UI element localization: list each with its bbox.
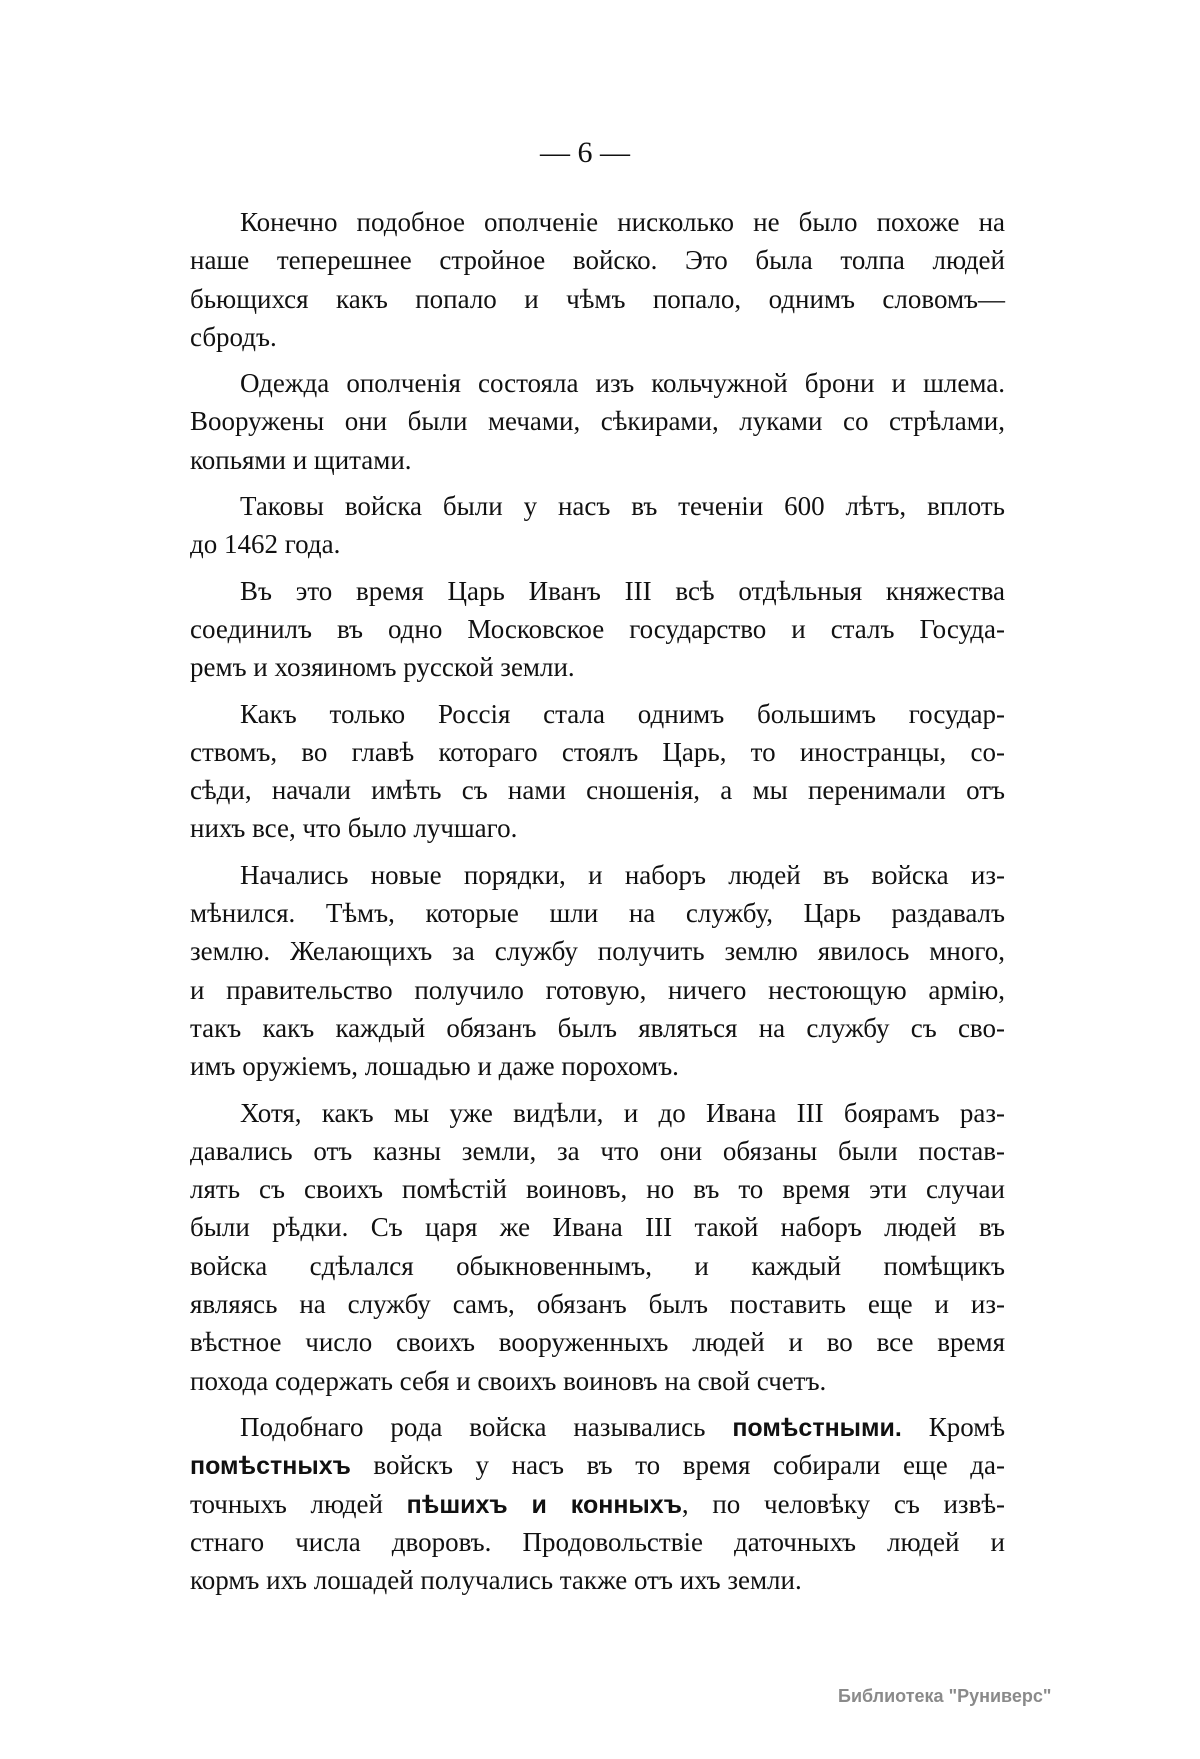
text-line xyxy=(190,1408,1005,1446)
text-line: Какъ только Россія стала однимъ большимъ государ- xyxy=(240,698,1005,729)
text-line xyxy=(190,1485,1005,1523)
text-line: Конечно подобное ополченіе нисколько не было похоже на xyxy=(240,207,1005,237)
page-number: — 6 — xyxy=(540,136,630,169)
text-line: войска сдѣлался обыкновеннымъ, и каждый помѣщикъ xyxy=(190,1250,1005,1281)
text-line: имъ оружіемъ, лошадью и даже порохомъ. xyxy=(190,1051,679,1082)
text-line: до 1462 года. xyxy=(190,529,341,560)
library-watermark: Библиотека "Руниверс" xyxy=(838,1686,1052,1706)
text-body xyxy=(190,203,1005,1599)
paragraph xyxy=(190,695,1005,848)
text-line: наше теперешнее стройное войско. Это была толпа людей xyxy=(190,245,1005,276)
emphasized-term: помѣстныхъ xyxy=(190,1452,351,1481)
text-line: стнаго числа дворовъ. Продовольствіе даточныхъ людей и xyxy=(190,1526,1005,1557)
paragraph xyxy=(190,364,1005,479)
text-line: Въ это время Царь Иванъ III всѣ отдѣльныя княжества xyxy=(240,575,1005,606)
text-segment: , по человѣку съ извѣ- xyxy=(681,1488,1005,1519)
paragraph xyxy=(190,487,1005,564)
text-line: бьющихся какъ попало и чѣмъ попало, однимъ словомъ— xyxy=(190,283,1005,314)
text-segment: точныхъ людей xyxy=(190,1488,407,1519)
text-line: лять съ своихъ помѣстій воиновъ, но въ то время эти случаи xyxy=(190,1174,1005,1205)
text-line: землю. Желающихъ за службу получить землю явилось много, xyxy=(190,936,1005,967)
text-segment: Кромѣ xyxy=(901,1411,1005,1442)
text-line: похода содержать себя и своихъ воиновъ на свой счетъ. xyxy=(190,1365,827,1396)
text-line: такъ какъ каждый обязанъ былъ являться на службу съ сво- xyxy=(190,1012,1005,1043)
emphasized-term: пѣшихъ и конныхъ xyxy=(406,1490,682,1519)
text-line: Одежда ополченія состояла изъ кольчужной брони и шлема. xyxy=(240,368,1005,399)
text-line: ствомъ, во главѣ котораго стоялъ Царь, то иностранцы, со- xyxy=(190,736,1005,767)
text-line xyxy=(190,1446,1005,1484)
text-line: были рѣдки. Съ царя же Ивана III такой наборъ людей въ xyxy=(190,1212,1005,1243)
text-segment: Подобнаго рода войска назывались xyxy=(240,1411,733,1442)
emphasized-term: помѣстными. xyxy=(732,1413,902,1442)
text-line: и правительство получило готовую, ничего нестоющую армію, xyxy=(190,974,1005,1005)
text-line: соединилъ въ одно Московское государство и сталъ Госуда- xyxy=(190,613,1005,644)
text-line: давались отъ казны земли, за что они обязаны были постав- xyxy=(190,1135,1005,1166)
text-line: сбродъ. xyxy=(190,321,277,352)
text-line: копьями и щитами. xyxy=(190,444,412,475)
text-line: кормъ ихъ лошадей получались также отъ ихъ земли. xyxy=(190,1565,802,1596)
text-line: являясь на службу самъ, обязанъ былъ поставить еще и из- xyxy=(190,1289,1005,1320)
paragraph xyxy=(190,1408,1005,1599)
text-line: Таковы войска были у насъ въ теченіи 600 лѣтъ, вплоть xyxy=(240,491,1005,522)
text-line: нихъ все, что было лучшаго. xyxy=(190,813,518,844)
paragraph xyxy=(190,203,1005,356)
text-line: мѣнился. Тѣмъ, которые шли на службу, Царь раздавалъ xyxy=(190,898,1005,929)
text-line: Начались новые порядки, и наборъ людей въ войска из- xyxy=(240,859,1005,890)
text-line: ремъ и хозяиномъ русской земли. xyxy=(190,652,575,683)
paragraph xyxy=(190,572,1005,687)
text-segment: войскъ у насъ въ то время собирали еще да- xyxy=(350,1450,1005,1481)
text-line: сѣди, начали имѣть съ нами сношенія, а мы перенимали отъ xyxy=(190,775,1005,806)
text-line: вѣстное число своихъ вооруженныхъ людей и во все время xyxy=(190,1327,1005,1358)
text-line: Вооружены они были мечами, сѣкирами, луками со стрѣлами, xyxy=(190,406,1005,437)
paragraph xyxy=(190,856,1005,1086)
paragraph xyxy=(190,1094,1005,1400)
text-line: Хотя, какъ мы уже видѣли, и до Ивана III боярамъ раз- xyxy=(240,1097,1005,1128)
